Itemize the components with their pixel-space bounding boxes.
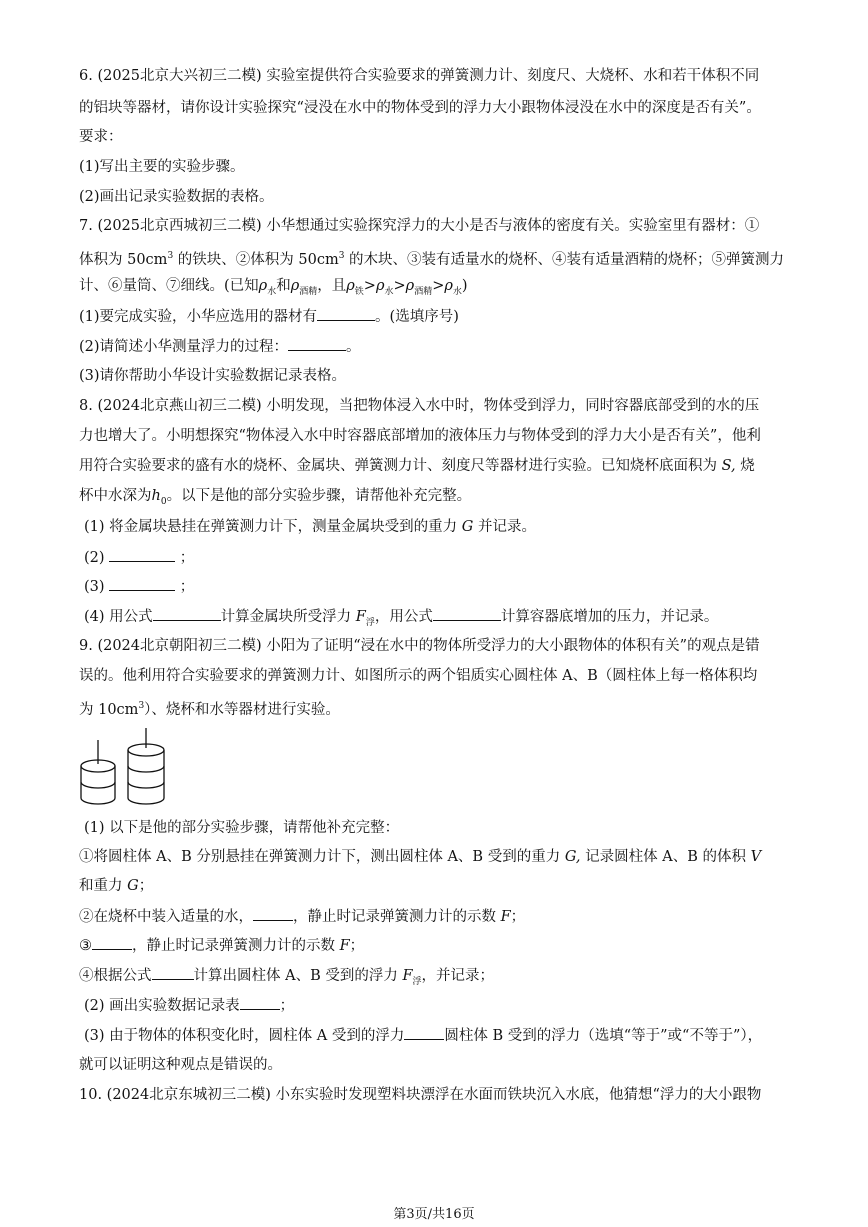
q8-text: 计算金属块所受浮力 bbox=[220, 609, 352, 625]
q9-step-3-cont: 就可以证明这种观点是错误的。 bbox=[79, 1057, 282, 1073]
q9-step-1: (1) 以下是他的部分实验步骤，请帮他补充完整： bbox=[84, 820, 400, 836]
q8-text: ； bbox=[179, 579, 195, 595]
q8-text: ，用公式 bbox=[374, 609, 433, 625]
q9-var-F: F bbox=[339, 938, 350, 954]
answer-blank[interactable] bbox=[433, 606, 501, 621]
q9-line-3 bbox=[79, 696, 340, 720]
q9-line-1: 9. (2024北京朝阳初三二模) 小阳为了证明“浸在水中的物体所受浮力的大小跟物体的体积有关”的观点是错 bbox=[79, 638, 760, 654]
q9-text: ，静止时记录弹簧测力计的示数 bbox=[293, 909, 496, 925]
q7-text: 的铁块、②体积为 50cm bbox=[173, 251, 339, 268]
rho-sub: 酒精 bbox=[299, 286, 318, 297]
answer-blank[interactable] bbox=[152, 965, 194, 980]
q8-text: (4) 用公式 bbox=[84, 609, 153, 625]
q9-text: ④根据公式 bbox=[79, 968, 152, 984]
rho-symbol: ρ bbox=[444, 278, 453, 294]
cylinder-a bbox=[81, 740, 115, 804]
answer-blank[interactable] bbox=[317, 306, 375, 321]
q9-text: ； bbox=[138, 878, 154, 894]
q9-text: 和重力 bbox=[79, 878, 123, 894]
q6-req-2: (2)画出记录实验数据的表格。 bbox=[79, 189, 274, 205]
q7-text: 。 bbox=[346, 339, 361, 355]
rho-symbol: ρ bbox=[290, 278, 300, 294]
q9-var-F: F bbox=[402, 968, 413, 984]
q10-line-1: 10. (2024北京东城初三二模) 小东实验时发现塑料块漂浮在水面而铁块沉入水底，他猜想“浮力的大小跟物 bbox=[79, 1087, 762, 1103]
q8-step-2 bbox=[84, 547, 194, 568]
q8-step-4 bbox=[84, 606, 718, 633]
q7-part-2 bbox=[79, 336, 361, 357]
q8-text: 烧 bbox=[740, 458, 755, 474]
q9-text: ； bbox=[510, 909, 526, 925]
q8-var-F: F bbox=[355, 609, 366, 625]
q7-sup: 3 bbox=[167, 251, 174, 261]
q8-step-1 bbox=[84, 517, 536, 537]
gt: > bbox=[363, 278, 376, 294]
q8-var-h: h bbox=[151, 488, 161, 504]
answer-blank[interactable] bbox=[109, 576, 175, 591]
q9-text: 记录圆柱体 A、B 的体积 bbox=[585, 849, 746, 865]
answer-blank[interactable] bbox=[288, 336, 346, 351]
q7-text: (2)请简述小华测量浮力的过程： bbox=[79, 339, 289, 355]
answer-blank[interactable] bbox=[253, 906, 293, 921]
answer-blank[interactable] bbox=[92, 935, 132, 950]
rho-sub: 铁 bbox=[354, 286, 364, 297]
q7-text: (1)要完成实验，小华应选用的器材有 bbox=[79, 309, 318, 325]
q7-sup: 3 bbox=[338, 251, 345, 261]
q8-text: 计算容器底增加的压力，并记录。 bbox=[500, 609, 719, 625]
q9-text: ）、烧杯和水等器材进行实验。 bbox=[144, 701, 340, 718]
q8-text: (2) bbox=[84, 550, 110, 566]
q9-var-F-sub: 浮 bbox=[412, 976, 422, 987]
q7-part-1 bbox=[79, 306, 459, 327]
q7-text: ，且 bbox=[317, 278, 347, 294]
rho-sub: 酒精 bbox=[414, 286, 433, 297]
q9-step-3 bbox=[84, 1025, 762, 1046]
q6-line-3: 要求： bbox=[79, 129, 123, 145]
q7-line-3 bbox=[79, 276, 468, 302]
q9-text: ； bbox=[349, 938, 365, 954]
rho-sub: 水 bbox=[384, 286, 394, 297]
rho-symbol: ρ bbox=[258, 278, 268, 294]
q8-text: 并记录。 bbox=[477, 519, 536, 535]
rho-sub: 水 bbox=[452, 286, 462, 297]
answer-blank[interactable] bbox=[240, 995, 280, 1010]
q9-item-1-cont bbox=[79, 876, 153, 896]
q9-item-3 bbox=[79, 935, 364, 956]
q9-text: 计算出圆柱体 A、B 受到的浮力 bbox=[193, 968, 398, 984]
q9-item-2 bbox=[79, 906, 525, 927]
q8-line-1: 8. (2024北京燕山初三二模) 小明发现，当把物体浸入水中时，物体受到浮力，同时容器底部受到的水的压 bbox=[79, 398, 760, 414]
q8-text: 用符合实验要求的盛有水的烧杯、金属块、弹簧测力计、刻度尺等器材进行实验。已知烧杯底面积为 bbox=[79, 458, 717, 474]
q7-text: 体积为 50cm bbox=[79, 251, 168, 268]
q8-line-4 bbox=[79, 486, 471, 512]
q7-text: 。(选填序号) bbox=[375, 309, 459, 325]
rho-sub: 水 bbox=[267, 286, 277, 297]
q9-text: ③ bbox=[79, 938, 92, 954]
q8-text: (1) 将金属块悬挂在弹簧测力计下，测量金属块受到的重力 bbox=[84, 519, 458, 535]
q7-part-3: (3)请你帮助小华设计实验数据记录表格。 bbox=[79, 368, 347, 384]
q8-var-F-sub: 浮 bbox=[365, 617, 375, 628]
q9-var-G: G bbox=[127, 878, 139, 894]
q7-text: 和 bbox=[276, 278, 291, 294]
q9-text: 圆柱体 B 受到的浮力（选填“等于”或“不等于”）， bbox=[444, 1028, 763, 1044]
q6-line-1: 6. (2025北京大兴初三二模) 实验室提供符合实验要求的弹簧测力计、刻度尺、大烧杯、水和若干体积不同 bbox=[79, 68, 760, 84]
q9-text: ，静止时记录弹簧测力计的示数 bbox=[132, 938, 335, 954]
q8-text: 。以下是他的部分实验步骤，请帮他补充完整。 bbox=[166, 488, 472, 504]
q8-var-S: S, bbox=[721, 458, 736, 474]
q7-text: 计、⑥量筒、⑦细线。(已知 bbox=[79, 278, 259, 294]
q9-line-2: 误的。他利用符合实验要求的弹簧测力计、如图所示的两个铝质实心圆柱体 A、B（圆柱体上每一格体积均 bbox=[79, 668, 758, 684]
gt: > bbox=[432, 278, 445, 294]
q8-var-G: G bbox=[461, 519, 474, 535]
gt: > bbox=[393, 278, 406, 294]
q9-item-1 bbox=[79, 847, 761, 867]
q8-text: ； bbox=[179, 550, 195, 566]
q9-text: 为 10cm bbox=[79, 701, 139, 718]
answer-blank[interactable] bbox=[153, 606, 221, 621]
q9-text: (3) 由于物体的体积变化时，圆柱体 A 受到的浮力 bbox=[84, 1028, 405, 1044]
cylinder-b bbox=[128, 728, 164, 804]
q7-text: ) bbox=[461, 278, 468, 294]
rho-symbol: ρ bbox=[375, 278, 385, 294]
q8-line-2: 力也增大了。小明想探究“物体浸入水中时容器底部增加的液体压力与物体受到的浮力大小是否有关”，他利 bbox=[79, 428, 761, 444]
q8-line-3 bbox=[79, 456, 755, 476]
cylinders-figure bbox=[78, 726, 170, 808]
q9-item-4 bbox=[79, 965, 494, 992]
q9-var-F: F bbox=[500, 909, 511, 925]
q9-var-G: G, bbox=[564, 849, 581, 865]
q9-var-V: V bbox=[750, 849, 762, 865]
q9-text: ； bbox=[279, 998, 295, 1014]
q8-text: (3) bbox=[84, 579, 110, 595]
q8-step-3 bbox=[84, 576, 194, 597]
q9-text: (2) 画出实验数据记录表 bbox=[84, 998, 240, 1014]
q8-text: 杯中水深为 bbox=[79, 488, 152, 504]
q9-sup: 3 bbox=[138, 701, 145, 711]
rho-symbol: ρ bbox=[346, 278, 355, 294]
q6-line-2: 的铝块等器材，请你设计实验探究“浸没在水中的物体受到的浮力大小跟物体浸没在水中的深度是否有关”。 bbox=[79, 100, 761, 116]
q9-step-2 bbox=[84, 995, 294, 1016]
q7-line-1: 7. (2025北京西城初三二模) 小华想通过实验探究浮力的大小是否与液体的密度有关。实验室里有器材：① bbox=[79, 218, 760, 234]
q8-var-h-sub: 0 bbox=[160, 496, 167, 507]
q9-text: ①将圆柱体 A、B 分别悬挂在弹簧测力计下，测出圆柱体 A、B 受到的重力 bbox=[79, 849, 561, 865]
q9-text: ，并记录； bbox=[421, 968, 495, 984]
answer-blank[interactable] bbox=[109, 547, 175, 562]
q7-text: 的木块、③装有适量水的烧杯、④装有适量酒精的烧杯；⑤弹簧测力 bbox=[344, 251, 785, 268]
q7-line-2 bbox=[79, 246, 784, 270]
rho-symbol: ρ bbox=[405, 278, 415, 294]
answer-blank[interactable] bbox=[404, 1025, 444, 1040]
page-footer: 第3页/共16页 bbox=[393, 1207, 475, 1222]
q6-req-1: (1)写出主要的实验步骤。 bbox=[79, 159, 245, 175]
q9-text: ②在烧杯中装入适量的水， bbox=[79, 909, 253, 925]
